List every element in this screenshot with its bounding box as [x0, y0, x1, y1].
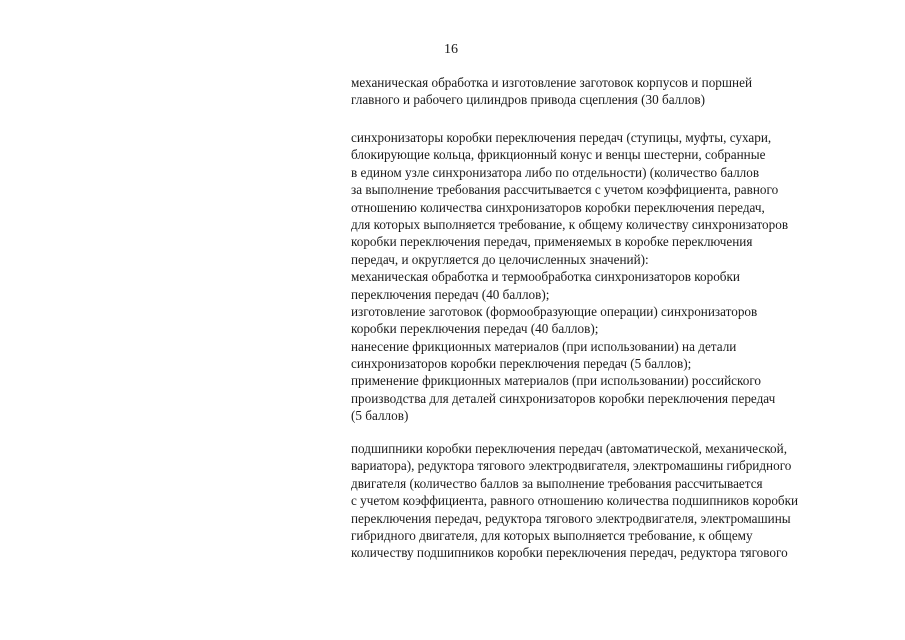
text-line: количеству подшипников коробки переключения передач, редуктора тягового — [351, 545, 788, 561]
paragraph-bearings — [351, 440, 891, 562]
paragraph-synchronizers — [351, 129, 891, 425]
text-line: для которых выполняется требование, к общему количеству синхронизаторов — [351, 216, 789, 232]
text-line: отношению количества синхронизаторов коробки переключения передач, — [351, 199, 765, 215]
text-line: коробки переключения передач, применяемых в коробке переключения — [351, 234, 753, 250]
text-line: двигателя (количество баллов за выполнение требования рассчитывается — [351, 475, 763, 491]
text-line: в едином узле синхронизатора либо по отдельности) (количество баллов — [351, 164, 760, 180]
text-line: (5 баллов) — [351, 408, 409, 424]
text-line: синхронизаторы коробки переключения передач (ступицы, муфты, сухари, — [351, 130, 772, 145]
text-line: производства для деталей синхронизаторов коробки переключения передач — [351, 390, 776, 406]
text-line: переключения передач (40 баллов); — [351, 286, 550, 302]
text-line: переключения передач, редуктора тягового электродвигателя, электромашины — [351, 510, 791, 526]
text-line: за выполнение требования рассчитывается с учетом коэффициента, равного — [351, 182, 779, 198]
text-line: главного и рабочего цилиндров привода сцепления (30 баллов) — [351, 92, 706, 108]
text-line: применение фрикционных материалов (при использовании) российского — [351, 373, 762, 389]
text-line: механическая обработка и термообработка синхронизаторов коробки — [351, 269, 740, 285]
text-line: подшипники коробки переключения передач (автоматической, механической, — [351, 441, 787, 456]
text-line: изготовление заготовок (формообразующие операции) синхронизаторов — [351, 303, 758, 319]
paragraph-piston-machining — [351, 74, 891, 109]
text-line: с учетом коэффициента, равного отношению количества подшипников коробки — [351, 493, 799, 509]
text-line: нанесение фрикционных материалов (при использовании) на детали — [351, 338, 737, 354]
text-line: блокирующие кольца, фрикционный конус и венцы шестерни, собранные — [351, 147, 766, 163]
text-line: передач, и округляется до целочисленных значений): — [351, 251, 649, 267]
text-line: гибридного двигателя, для которых выполняется требование, к общему — [351, 527, 753, 543]
text-line: синхронизаторов коробки переключения передач (5 баллов); — [351, 356, 692, 372]
text-line: механическая обработка и изготовление заготовок корпусов и поршней — [351, 75, 753, 90]
text-line: вариатора), редуктора тягового электродвигателя, электромашины гибридного — [351, 458, 792, 474]
page-number: 16 — [444, 42, 458, 57]
text-line: коробки переключения передач (40 баллов); — [351, 321, 599, 337]
